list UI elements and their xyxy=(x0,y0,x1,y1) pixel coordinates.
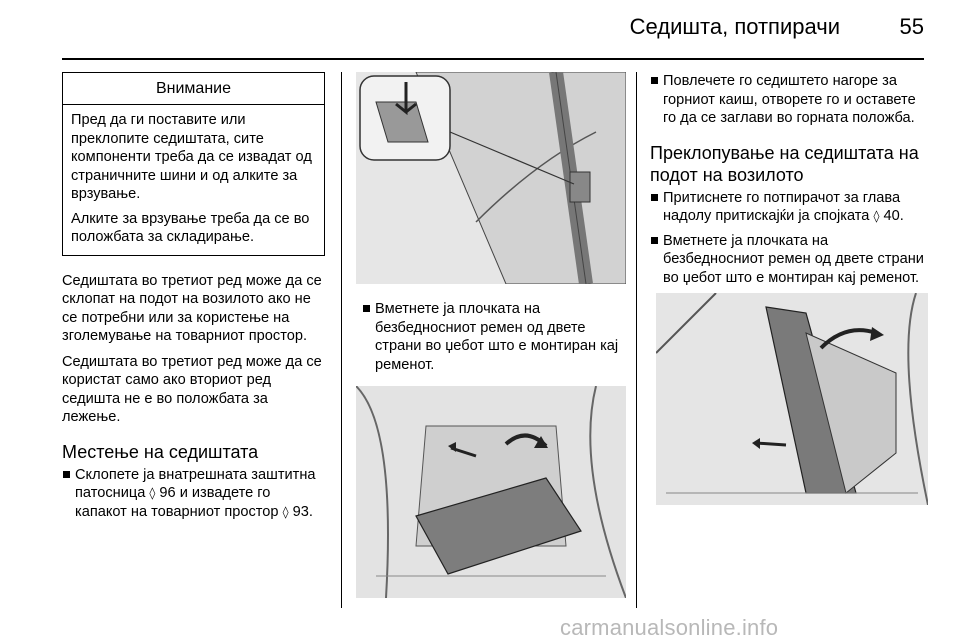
section-heading: Местење на седиштата xyxy=(62,441,259,462)
column-2 xyxy=(356,72,626,598)
page-number: 55 xyxy=(899,14,924,39)
header-rule xyxy=(62,58,924,60)
warning-box xyxy=(62,72,325,256)
page-ref-icon[interactable]: ◊ xyxy=(873,209,880,223)
illustration-belt-pocket xyxy=(356,72,626,284)
page-title: Седишта, потпирачи xyxy=(629,14,840,39)
warning-paragraph: Алките за врзување треба да се во положбата за складирање. xyxy=(71,210,310,245)
bullet-item: Вметнете ја плочката на безбедносниот ремен од двете страни во џебот што е монтиран кај ременот. xyxy=(650,232,924,288)
column-divider xyxy=(341,72,342,608)
illustration-trunk-plate xyxy=(356,386,626,598)
warning-title: Внимание xyxy=(63,73,324,105)
column-1 xyxy=(62,72,326,521)
bullet-item: Повлечете го седиштето нагоре за горниот каиш, отворете го и оставете го да се заглави во горната положба. xyxy=(650,72,924,128)
bullet-item xyxy=(62,466,326,522)
watermark: carmanualsonline.info xyxy=(560,615,779,640)
column-3 xyxy=(650,72,924,505)
page-ref-number[interactable]: 93. xyxy=(292,503,313,520)
body-paragraph: Седиштата во третиот ред може да се користат само ако вториот ред седишта не е во положбата за лежење. xyxy=(62,353,322,425)
warning-paragraph: Пред да ги поставите или преклопите седиштата, сите компоненти треба да се извадат од страничните шини и од алките за врзување. xyxy=(71,112,312,202)
bullet-text: Притиснете го потпирачот за глава надолу притискајќи ја спојката xyxy=(663,189,901,224)
page-ref-number[interactable]: 40. xyxy=(883,208,904,224)
illustration-seat-fold xyxy=(656,293,928,505)
page-ref-icon[interactable]: ◊ xyxy=(149,486,156,500)
bullet-item: Вметнете ја плочката на безбедносниот ремен од двете страни во џебот што е монтиран кај ременот. xyxy=(362,300,626,374)
body-paragraph: Седиштата во третиот ред може да се склопат на подот на возилото ако не се потребни или за користење на зголемување на товарниот простор. xyxy=(62,272,322,344)
column-divider xyxy=(636,72,637,608)
page-ref-number[interactable]: 96 xyxy=(159,485,176,501)
bullet-item xyxy=(650,189,924,226)
page-ref-icon[interactable]: ◊ xyxy=(282,504,289,519)
bullet-text: и извадете го капакот на товарниот простор xyxy=(75,485,279,520)
section-heading: Преклопување на седиштата на подот на возилото xyxy=(650,142,919,185)
bullet-text: Склопете ја внатрешната заштитна патосница xyxy=(75,466,316,501)
